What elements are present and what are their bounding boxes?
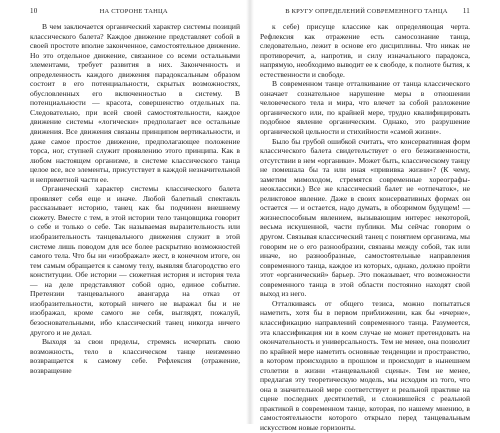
paragraph: Органический характер системы классического балета проявляет себя еще и иначе. Любой балетный спектакль рассказывает историю, танец как бы подчинен внешнему сюжету. Вместе с тем, в этой истории тело танцовщика говорит о себе и только о себе. Так называемая выразительность или изобразительность танцевального движения служит в этой системе лишь поводом для все более раскрытию возможностей самого тела. Что бы ни «изображал» жест, в конечном итоге, он тем самым обращается к самому телу, выявляя благородство его конституции. Обе истории — сюжетная история и история тела — на деле представляют собой одно, единое событие. Претензии танцевального авангарда на отказ от изобразительности, который ничего не выражал бы и не изображал, кроме самого же себя, выглядят, пожалуй, безосновательными, ибо классический танец никогда ничего другого и не делал. (30, 184, 240, 337)
left-running-title: НА СТОРОНЕ ТАНЦА (99, 8, 168, 15)
right-running-head (260, 7, 470, 15)
left-page (0, 0, 250, 424)
right-page-number: 11 (462, 7, 470, 15)
right-page (250, 0, 500, 432)
paragraph: к себе) присуще классике как определяющая черта. Рефлексия как отражение есть самосознание танца, следовательно, лежит в основе его дисциплины. Что никак не противоречит, а, напротив, и силу изначального парадокса, напрямую, необходимо выводит ее к свободе, к полноте бытия, к естественности и свободе. (260, 22, 470, 79)
paragraph: Выходя за свои пределы, стремясь исчерпать свою возможность, тело в классическом танце неизменно возвращается к самому себе. Рефлексия (отражение, возвращение (30, 337, 240, 375)
left-running-head (30, 7, 240, 15)
right-page-body (260, 22, 470, 433)
paragraph: Было бы грубой ошибкой считать, что консервативная форм классического балета свидетельствует о его безжизненности, отсутствии в нем «органики». Может быть, классическому танцу не помешала бы та или иная «прививка жизни»? (К чему, заметим мимоходом, стремятся современные хореографы-неоклассики.) Все же классический балет не «отпечаток», не реликтовое явление. Даже в своих консервативных формах он остается — и остается, надо думать, в обозримом будущем! — жизнеспособным явлением, вызывающим интерес некоторой, весьма искушенной, части публики. Мы сейчас говорим о другом. Связывая классический танец с понятием организма, мы говорим не о его разнообразии, связаны между собой, так или иначе, но разнообразные, самостоятельные направления современного танца, каждое из которых, однако, должно пройти этот «органический» барьер. Это показывает, что возможности современного танца в этой области постоянно находят свой выход из него. (260, 136, 470, 299)
paragraph: Отталкиваясь от общего тезиса, можно попытаться наметить, хотя бы в первом приближении, как бы «вчерне», классификацию направлений современного танца. Разумеется, эта классификация ни в коем случае не может претендовать на окончательность и универсальность. Тем не менее, она позволит по крайней мере наметить основные тенденции и пространство, в котором происходило в прошлом и происходит в нынешнем столетии в жизни «танцевальной сцены». Тем не менее, предлагая эту теоретическую модель, мы исходим из того, что она в значительной мере соответствует и реальной практике на сцене последних десятилетий, и сложившейся с реальной практикой в современном танце, которая, по нашему мнению, в самостоятельности которого открыло перед танцевальным искусством новые горизонты. (260, 298, 470, 432)
left-page-body (30, 22, 240, 375)
paragraph: В современном танце отталкивание от танца классического означает сознательное нарушение меры в отношении человеческого тела и мира, что влечет за собой разложение органического или, по крайней мере, трудно квалифицировать подобное явление органическим. Однако, это разрушение органической цельности и стихийности «самой жизни». (260, 79, 470, 137)
paragraph: В чем заключается органический характер системы позиций классического балета? Каждое движение представляет собой в своей простоте вполне законченное, самостоятельное движение. Но это отдельное движение, связанное со всеми остальными элементами, требует развития в них. Законченность и определенность каждого движения парадоксальным образом состоит в его потенциальности, скрытых возможностях, обусловленных его включенностью в систему. В потенциальности — красота, совершенство отдельных па. Следовательно, при всей своей самостоятельности, каждое движение системы «логически» предполагает все остальные движения. Все движения связаны принципом вертикальности, и даже самое простое движение, предполагающее положение торса, ног, ступней служит проявлению этого принципа. Как в любом настоящем организме, в системе классического танца целое все, все элементы, присутствует в каждой незначительной и неприметной части ее. (30, 22, 240, 184)
right-running-title: В КРУГУ ОПРЕДЕЛЕНИЙ СОВРЕМЕННОГО ТАНЦА (285, 8, 448, 15)
left-page-number: 10 (30, 7, 38, 15)
